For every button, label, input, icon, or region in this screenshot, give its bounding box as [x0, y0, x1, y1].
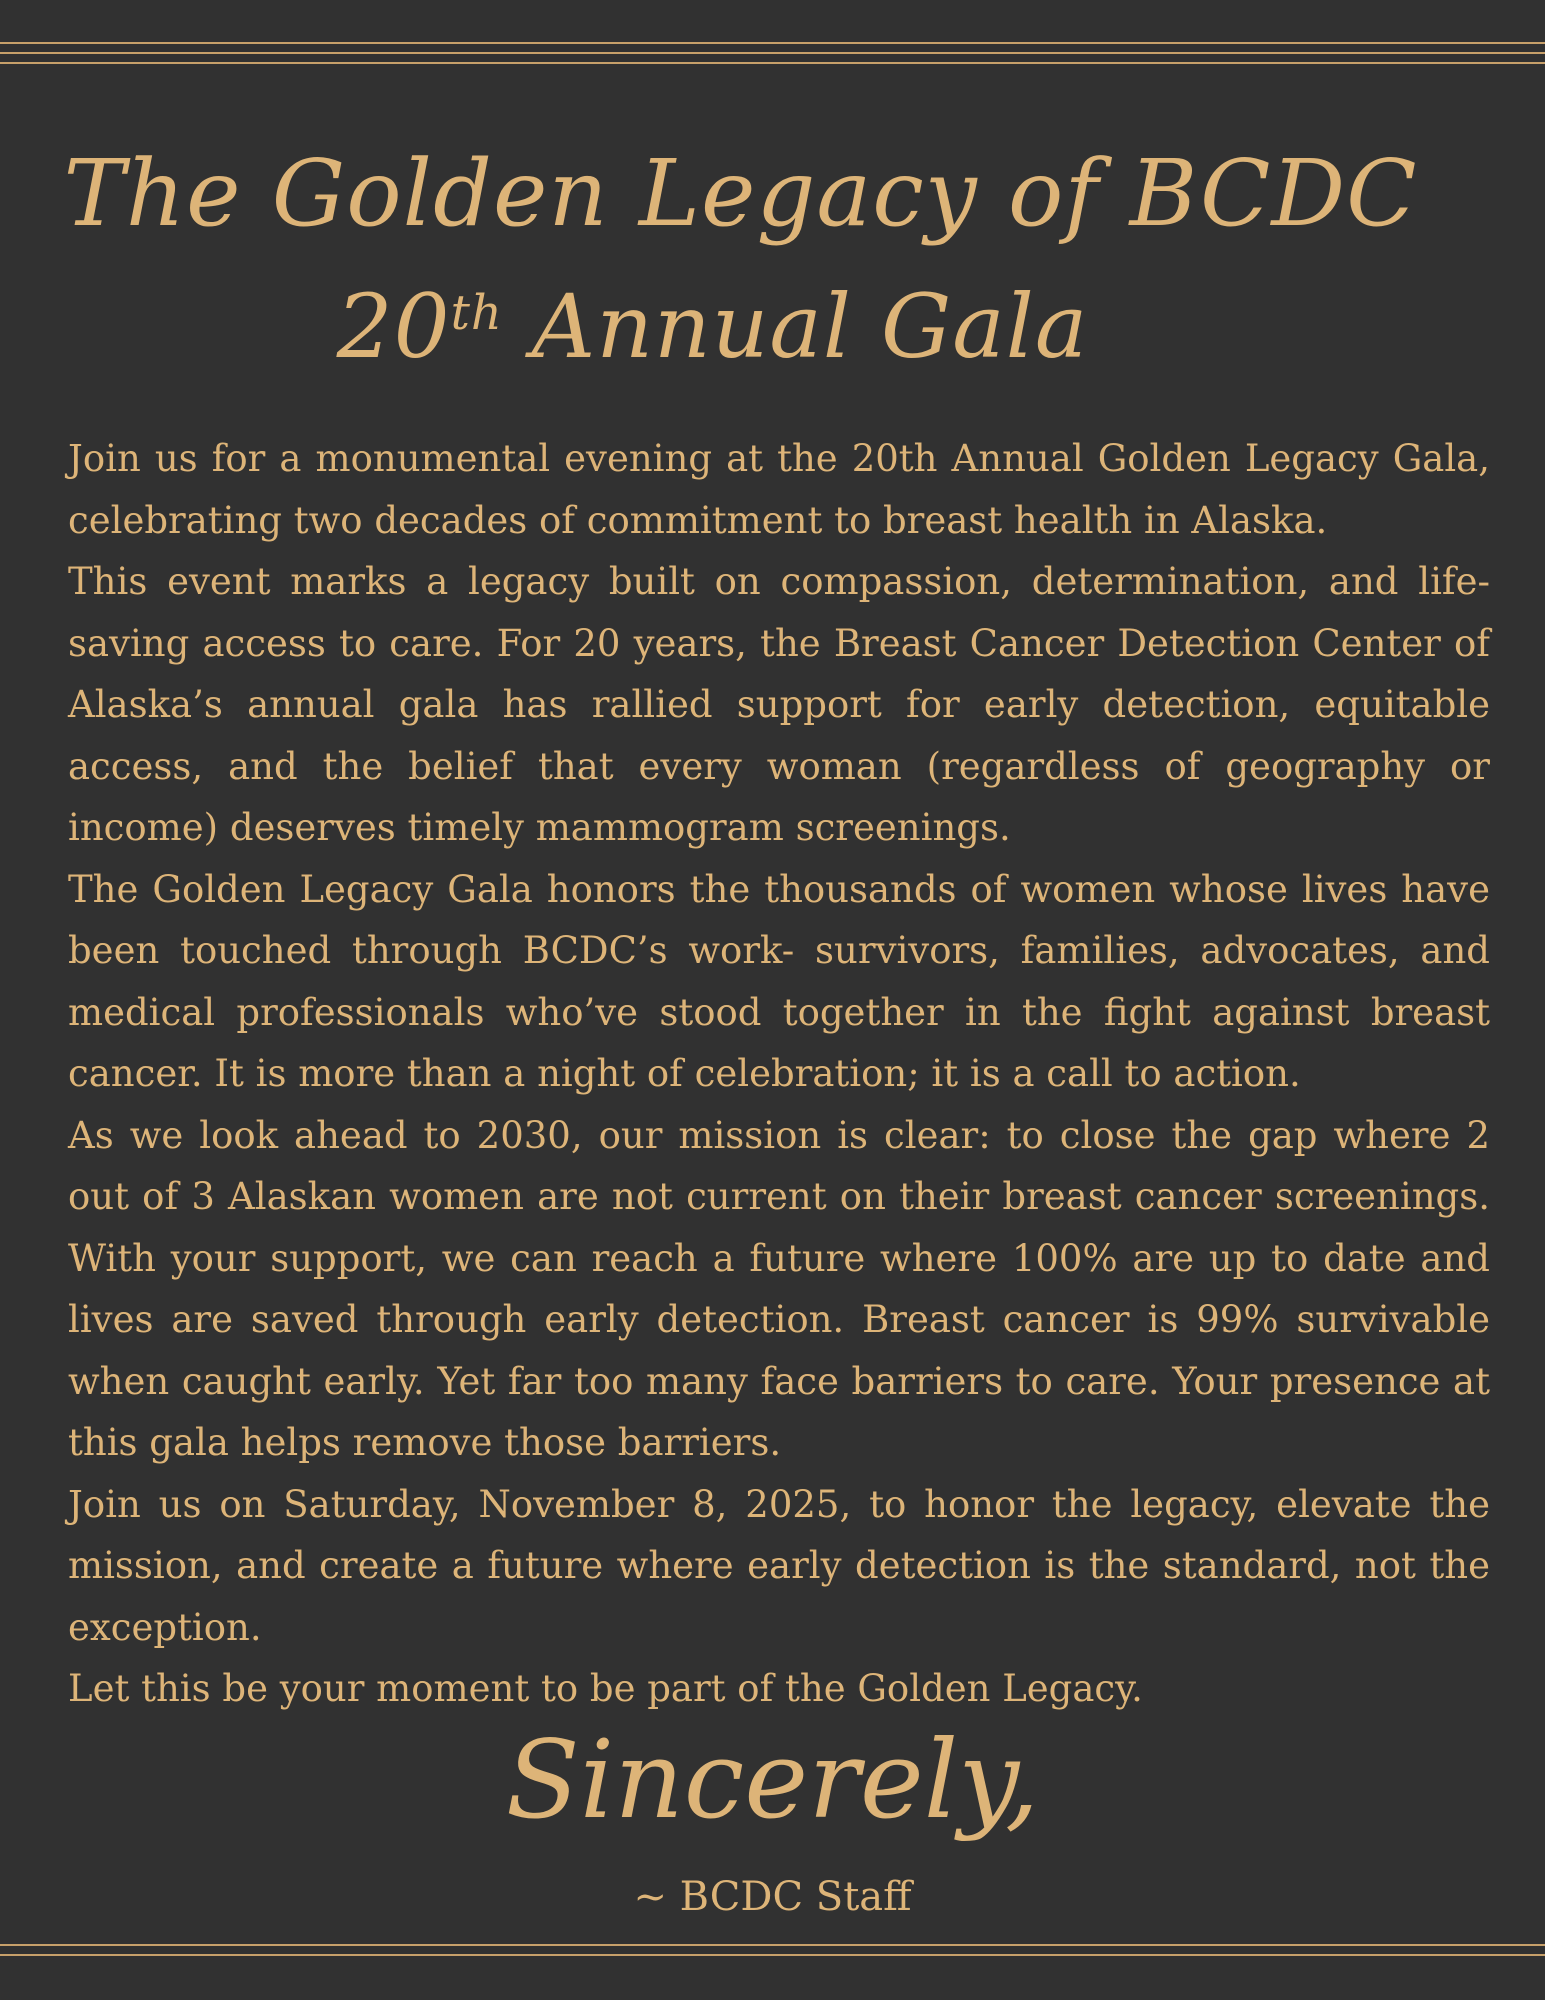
subtitle-text: Annual Gala [502, 275, 1089, 378]
body-paragraph: The Golden Legacy Gala honors the thousands of women whose lives have been touched through BCDC’s work- survivors, families, advocates, and medical professionals who’ve stood together in the fight against breast cancer. It is more than a night of celebration; it is a call to action. [68, 867, 1490, 1095]
invitation-body [68, 428, 1490, 1720]
body-paragraph: Let this be your moment to be part of the Golden Legacy. [68, 1667, 1143, 1710]
bottom-border-rule-2 [0, 1954, 1545, 1956]
top-border-rule-1 [0, 42, 1545, 44]
top-border-rule-2 [0, 52, 1545, 54]
closing-salutation: Sincerely, [505, 1718, 1040, 1843]
anniversary-number: 20 [336, 275, 451, 378]
body-paragraph: Join us on Saturday, November 8, 2025, to honor the legacy, elevate the mission, and create a future where early detection is the standard, not the exception. [68, 1482, 1490, 1649]
body-paragraph: This event marks a legacy built on compassion, determination, and life-saving access to care. For 20 years, the Breast Cancer Detection Center of Alaska’s annual gala has rallied support for early detection, equitable access, and the belief that every woman (regardless of geography or income) deserves timely mammogram screenings. [68, 560, 1490, 849]
bottom-border-rule-1 [0, 1944, 1545, 1946]
invitation-subtitle [0, 275, 1485, 378]
anniversary-ordinal: th [450, 285, 503, 341]
body-paragraph: As we look ahead to 2030, our mission is clear: to close the gap where 2 out of 3 Alaskan women are not current on their breast cancer screenings. With your support, we can reach a future where 100% are up to date and lives are saved through early detection. Breast cancer is 99% survivable when caught early. Yet far too many face barriers to care. Your presence at this gala helps remove those barriers. [68, 1113, 1490, 1464]
invitation-title: The Golden Legacy of BCDC [63, 140, 1418, 247]
body-paragraph: Join us for a monumental evening at the 20th Annual Golden Legacy Gala, celebrating two decades of commitment to breast health in Alaska. [68, 437, 1490, 542]
signature-line: ~ BCDC Staff [633, 1874, 912, 1920]
top-border-rule-3 [0, 62, 1545, 64]
